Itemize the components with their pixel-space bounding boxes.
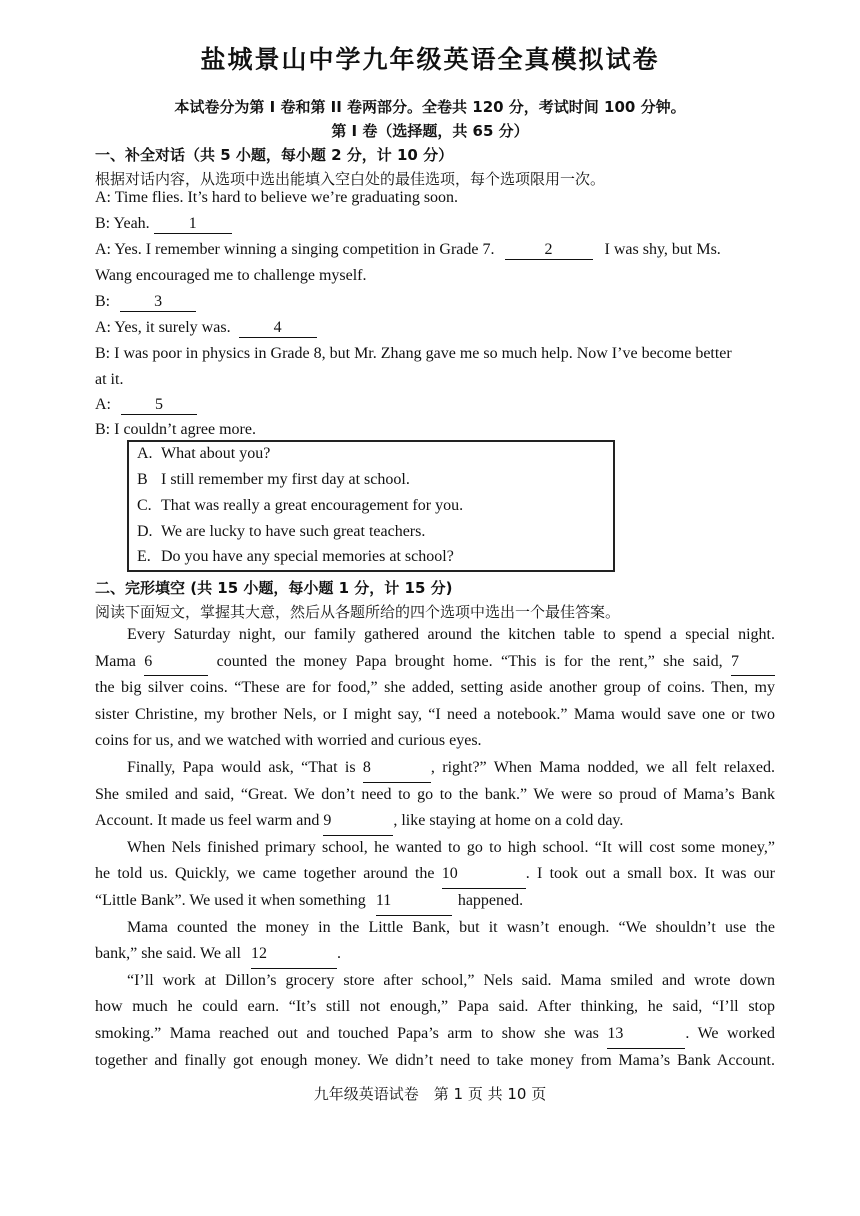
dialogue-line: Wang encouraged me to challenge myself. bbox=[95, 267, 367, 284]
dialogue-line: A: Time flies. It’s hard to believe we’re graduating soon. bbox=[95, 189, 459, 206]
passage-line: how much he could earn. “It’s still not enough,” Papa said. After thinking, he said, “I’ll stop bbox=[95, 998, 775, 1016]
cloze-passage bbox=[95, 622, 775, 1074]
passage-line: Mama counted the money in the Little Bank, but it wasn’t enough. “We shouldn’t use the bbox=[127, 918, 775, 936]
answer-blank: 3 bbox=[120, 293, 196, 312]
answer-blank: 13 bbox=[607, 1021, 685, 1049]
dialogue-line: B: I was poor in physics in Grade 8, but Mr. Zhang gave me so much help. Now I’ve become better bbox=[95, 345, 732, 362]
section1-heading: 一、补全对话（共 5 小题，每小题 2 分，计 10 分） bbox=[95, 146, 454, 164]
answer-blank: 4 bbox=[239, 319, 317, 338]
passage-line: Finally, Papa would ask, “That is 8 , right?” When Mama nodded, we all felt relaxed. bbox=[95, 755, 775, 782]
passage-line: “Little Bank”. We used it when something 11 happened. bbox=[95, 888, 775, 915]
passage-line: bank,” she said. We all 12 . bbox=[95, 941, 775, 968]
answer-blank: 2 bbox=[505, 241, 593, 260]
answer-blank: 8 bbox=[363, 755, 431, 783]
answer-blank: 12 bbox=[251, 941, 337, 969]
passage-line: coins for us, and we watched with worried and curious eyes. bbox=[95, 732, 482, 750]
option-c: C. That was really a great encouragement for you. bbox=[137, 497, 464, 514]
option-d: D. We are lucky to have such great teachers. bbox=[137, 523, 426, 540]
answer-blank: 11 bbox=[376, 888, 452, 916]
passage-line: he told us. Quickly, we came together around the 10 . I took out a small box. It was our bbox=[95, 861, 775, 888]
passage-line: When Nels finished primary school, he wanted to go to high school. “It will cost some money,” bbox=[127, 838, 775, 856]
page-footer: 九年级英语试卷 第 1 页 共 10 页 bbox=[313, 1085, 547, 1103]
section2-instruction: 阅读下面短文，掌握其大意，然后从各题所给的四个选项中选出一个最佳答案。 bbox=[95, 603, 621, 621]
passage-line: together and finally got enough money. We didn’t need to take money from Mama’s Bank Account. bbox=[95, 1051, 775, 1069]
passage-line: “I’ll work at Dillon’s grocery store after school,” Nels said. Mama smiled and wrote down bbox=[127, 971, 775, 989]
exam-intro: 本试卷分为第 I 卷和第 II 卷两部分。全卷共 120 分，考试时间 100 分钟。 bbox=[174, 98, 686, 116]
passage-line: She smiled and said, “Great. We don’t need to go to the bank.” We were so proud of Mama’s Bank bbox=[95, 785, 775, 803]
dialogue-line: A: 5 bbox=[95, 396, 197, 415]
passage-line: Mama 6 counted the money Papa brought home. “This is for the rent,” she said, 7 bbox=[95, 649, 775, 676]
answer-blank: 10 bbox=[442, 861, 526, 889]
answer-blank: 6 bbox=[144, 649, 208, 677]
passage-line: sister Christine, my brother Nels, or I might say, “I need a notebook.” Mama would save one or two bbox=[95, 705, 775, 723]
part-one-heading: 第 I 卷（选择题，共 65 分） bbox=[331, 122, 529, 140]
passage-line: the big silver coins. “These are for food,” she added, setting aside another group of coins. Then, my bbox=[95, 679, 775, 697]
option-a: A. What about you? bbox=[137, 445, 271, 462]
passage-line: Every Saturday night, our family gathered around the kitchen table to spend a special night. bbox=[127, 626, 775, 643]
dialogue-line: A: Yes. I remember winning a singing competition in Grade 7. 2 I was shy, but Ms. bbox=[95, 241, 721, 258]
answer-blank: 7 bbox=[731, 649, 775, 677]
answer-blank: 1 bbox=[154, 215, 232, 234]
option-b: B I still remember my first day at school. bbox=[137, 471, 410, 488]
dialogue-line: at it. bbox=[95, 371, 124, 388]
dialogue-line: B: 3 bbox=[95, 293, 196, 312]
options-box bbox=[127, 440, 615, 572]
answer-blank: 5 bbox=[121, 396, 197, 415]
passage-line: Account. It made us feel warm and 9 , like staying at home on a cold day. bbox=[95, 808, 775, 835]
dialogue-line: B: Yeah. 1 bbox=[95, 215, 232, 234]
passage-line: smoking.” Mama reached out and touched Papa’s arm to show she was 13 . We worked bbox=[95, 1021, 775, 1048]
dialogue-line: B: I couldn’t agree more. bbox=[95, 421, 256, 438]
dialogue-line: A: Yes, it surely was. 4 bbox=[95, 319, 317, 338]
option-e: E. Do you have any special memories at school? bbox=[137, 548, 454, 565]
section1-instruction: 根据对话内容，从选项中选出能填入空白处的最佳选项，每个选项限用一次。 bbox=[95, 170, 606, 188]
section2-heading: 二、完形填空 (共 15 小题，每小题 1 分，计 15 分) bbox=[95, 579, 453, 597]
exam-title: 盐城景山中学九年级英语全真模拟试卷 bbox=[200, 45, 660, 74]
answer-blank: 9 bbox=[323, 808, 393, 836]
